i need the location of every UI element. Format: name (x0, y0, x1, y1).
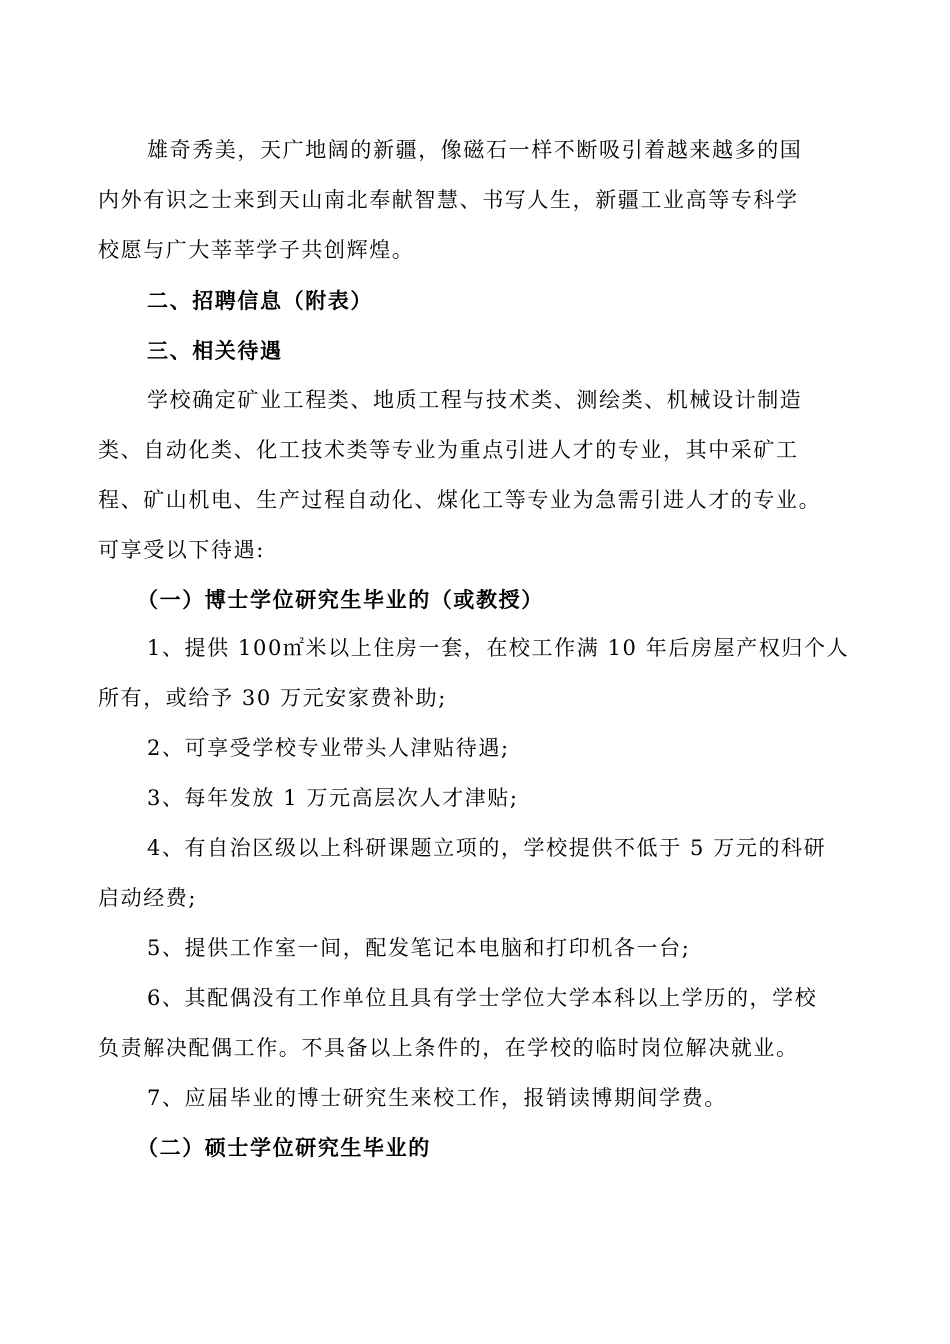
section-3-para-line-1: 学校确定矿业工程类、地质工程与技术类、测绘类、机械设计制造 (147, 388, 803, 412)
intro-line-3: 校愿与广大莘莘学子共创辉煌。 (98, 238, 415, 262)
item-3: 3、每年发放 1 万元高层次人才津贴; (147, 786, 519, 810)
section-3-para-line-2: 类、自动化类、化工技术类等专业为重点引进人才的专业，其中采矿工 (98, 438, 799, 462)
intro-line-1: 雄奇秀美，天广地阔的新疆，像磁石一样不断吸引着越来越多的国 (147, 138, 803, 162)
section-3-heading: 三、相关待遇 (147, 339, 283, 363)
item-2: 2、可享受学校专业带头人津贴待遇; (147, 736, 510, 760)
item-6-line-2: 负责解决配偶工作。不具备以上条件的，在学校的临时岗位解决就业。 (98, 1036, 799, 1060)
intro-line-2: 内外有识之士来到天山南北奉献智慧、书写人生，新疆工业高等专科学 (98, 188, 799, 212)
section-2-heading: 二、招聘信息（附表） (147, 289, 373, 313)
subsection-2-heading: （二）硕士学位研究生毕业的 (137, 1136, 431, 1160)
section-3-para-line-4: 可享受以下待遇: (98, 538, 265, 562)
item-4-line-2: 启动经费; (98, 886, 198, 910)
item-4-line-1: 4、有自治区级以上科研课题立项的，学校提供不低于 5 万元的科研 (147, 836, 827, 860)
item-5: 5、提供工作室一间，配发笔记本电脑和打印机各一台; (147, 936, 691, 960)
section-3-para-line-3: 程、矿山机电、生产过程自动化、煤化工等专业为急需引进人才的专业。 (98, 488, 822, 512)
item-1-line-1: 1、提供 100㎡米以上住房一套，在校工作满 10 年后房屋产权归个人 (147, 636, 850, 660)
item-6-line-1: 6、其配偶没有工作单位且具有学士学位大学本科以上学历的，学校 (147, 986, 818, 1010)
item-1-line-2: 所有，或给予 30 万元安家费补助; (98, 686, 447, 710)
subsection-1-heading: （一）博士学位研究生毕业的（或教授） (137, 588, 544, 612)
item-7: 7、应届毕业的博士研究生来校工作，报销读博期间学费。 (147, 1086, 727, 1110)
